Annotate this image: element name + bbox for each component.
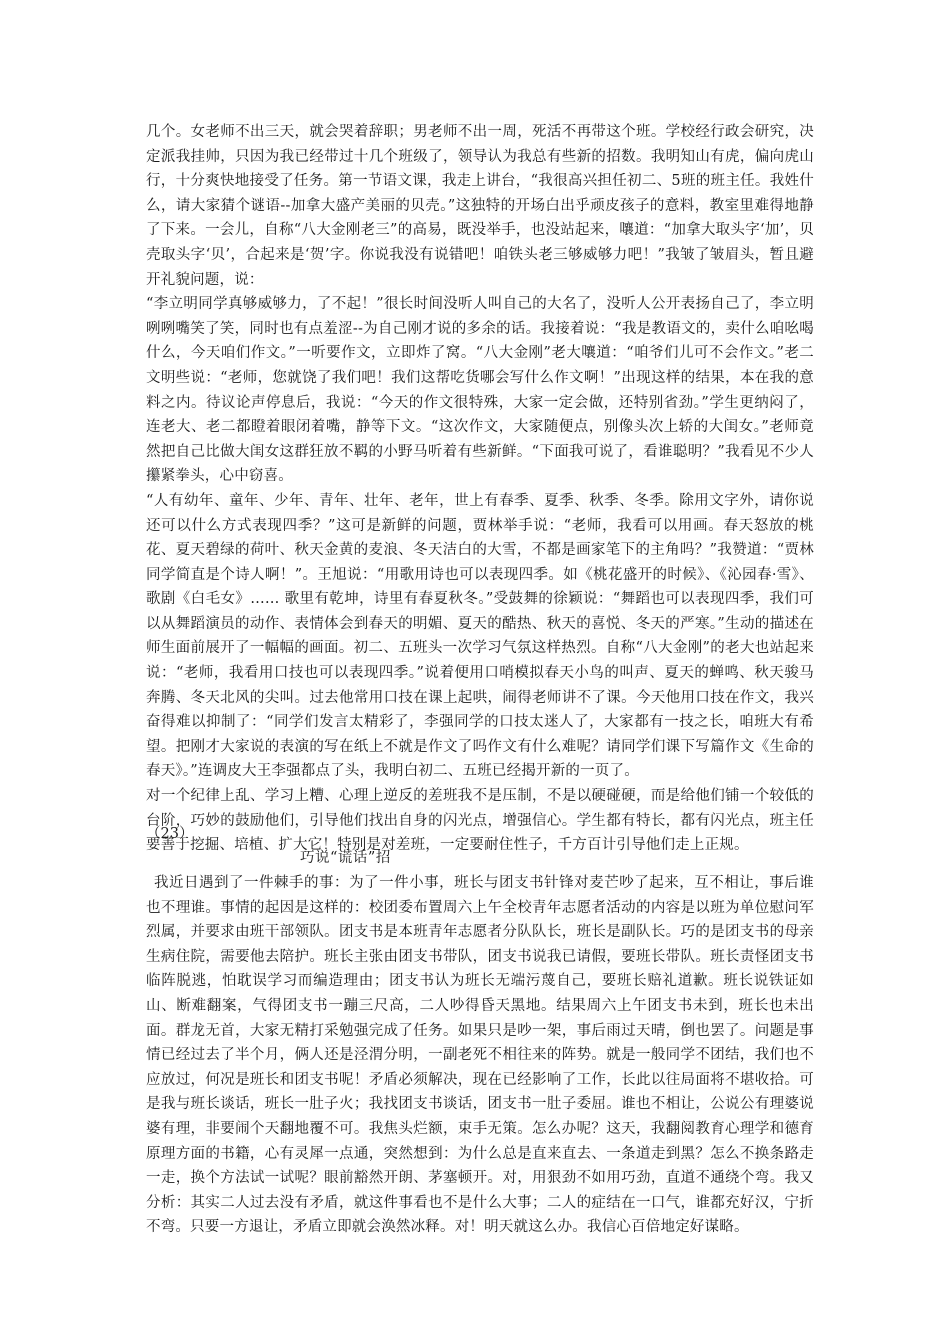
paragraph-conflict: 我近日遇到了一件棘手的事：为了一件小事，班长与团支书针锋对麦芒吵了起来，互不相让，事后谁也不理谁。事情的起因是这样的：校团委布置周六上午全校青年志愿者活动的内容是以班为单位慰问军烈属，并要求由班干部领队。团支书是本班青年志愿者分队队长，班长是副队长。巧的是团支书的母亲生病住院，需要他去陪护。班长主张由团支书带队，团支书说我已请假，要班长带队。班长责怪团支书临阵脱逃，怕耽误学习而编造理由；团支书认为班长无端污蔑自己，要班长赔礼道歉。班长说铁证如山、断难翻案，气得团支书一蹦三尺高，二人吵得昏天黑地。结果周六上午团支书未到，班长也未出面。群龙无首，大家无精打采勉强完成了任务。如果只是吵一架，事后雨过天晴，倒也罢了。问题是事情已经过去了半个月，俩人还是泾渭分明，一副老死不相往来的阵势。就是一般同学不团结，我们也不应放过，何况是班长和团支书呢！矛盾必须解决，现在已经影响了工作，长此以往局面将不堪收拾。可是我与班长谈话，班长一肚子火；我找团支书谈话，团支书一肚子委屈。谁也不相让，公说公有理婆说婆有理，非要闹个天翻地覆不可。我焦头烂额，束手无策。怎么办呢？这天，我翻阅教育心理学和德育原理方面的书籍，心有灵犀一点通，突然想到：为什么总是直来直去、一条道走到黑？怎么不换条路走一走，换个方法试一试呢？眼前豁然开朗、茅塞顿开。对，用狠劲不如用巧劲，直道不通绕个弯。我又分析：其实二人过去没有矛盾，就这件事看也不是什么大事；二人的症结在一口气，谁都充好汉，宁折不弯。只要一方退让，矛盾立即就会涣然冰释。对！明天就这么办。我信心百倍地定好谋略。 — [146, 875, 814, 1236]
paragraph-composition-announce: “李立明同学真够威够力，了不起！”很长时间没听人叫自己的大名了，没听人公开表扬自己了，李立明咧咧嘴笑了笑，同时也有点羞涩--为自己刚才说的多余的话。我接着说：“我是教语文的，卖什么咱吆喝什么，今天咱们作文。”一听要作文，立即炸了窝。“八大金刚”老大嚷道：“咱爷们儿可不会作文。”老二文明些说：“老师，您就饶了我们吧！我们这帮吃货哪会写什么作文啊！”出现这样的结果，本在我的意料之内。待议论声停息后，我说：“今天的作文很特殊，大家一定会做，还特别省劲。”学生更纳闷了，连老大、老二都瞪着眼闭着嘴，静等下文。“这次作文，大家随便点，别像头次上轿的大闺女。”老师竟然把自己比做大闺女这群狂放不羁的小野马听着有些新鲜。“下面我可说了，看谁聪明？”我看见不少人攥紧拳头，心中窃喜。 — [146, 296, 814, 485]
paragraph-riddle-intro: 几个。女老师不出三天，就会哭着辞职；男老师不出一周，死活不再带这个班。学校经行政会研究，决定派我挂帅，只因为我已经带过十几个班级了，领导认为我总有些新的招数。我明知山有虎，偏向虎山行，十分爽快地接受了任务。第一节语文课，我走上讲台，“我很高兴担任初二、5班的班主任。我姓什么，请大家猜个谜语--加拿大盛产美丽的贝壳。”这独特的开场白出乎顽皮孩子的意料，教室里难得地静了下来。一会儿，自称“八大金刚老三”的高易，既没举手，也没站起来，嚷道：“加拿大取头字‘加’，贝壳取头字‘贝’，合起来是‘贺’字。你说我没有说错吧！咱铁头老三够威够力吧！”我皱了皱眉头，暂且避开礼貌问题，说： — [146, 124, 814, 288]
article-title: 巧说“谎话”招 — [300, 850, 391, 866]
paragraph-four-seasons: “人有幼年、童年、少年、青年、壮年、老年，世上有春季、夏季、秋季、冬季。除用文字外，请你说还可以什么方式表现四季？”这可是新鲜的问题，贾林举手说：“老师，我看可以用画。春天怒放的桃花、夏天碧绿的荷叶、秋天金黄的麦浪、冬天洁白的大雪，不都是画家笔下的主角吗？”我赞道：“贾林同学简直是个诗人啊！”。王旭说：“用歌用诗也可以表现四季。如《桃花盛开的时候》、《沁园春·雪》、歌剧《白毛女》…… 歌里有乾坤，诗里有春夏秋冬。”受鼓舞的徐颖说：“舞蹈也可以表现四季，我们可以从舞蹈演员的动作、表情体会到春天的明媚、夏天的酷热、秋天的喜悦、冬天的严寒。”生动的描述在师生面前展开了一幅幅的画面。初二、五班头一次学习气氛这样热烈。自称“八大金刚”的老大也站起来说：“老师，我看用口技也可以表现四季。”说着便用口哨模拟春天小鸟的叫声、夏天的蝉鸣、秋天骏马奔腾、冬天北风的尖叫。过去他常用口技在课上起哄，闹得老师讲不了课。今天他用口技在作文，我兴奋得难以抑制了：“同学们发言太精彩了，李强同学的口技太迷人了，大家都有一技之长，咱班大有希望。把刚才大家说的表演的写在纸上不就是作文了吗作文有什么难呢？请同学们课下写篇作文《生命的春天》。”连调皮大王李强都点了头，我明白初二、五班已经揭开新的一页了。 — [146, 492, 814, 780]
paragraph-reflection: 对一个纪律上乱、学习上糟、心理上逆反的差班我不是压制，不是以硬碰硬，而是给他们铺一个较低的台阶，巧妙的鼓励他们，引导他们找出自身的闪光点，增强信心。学生都有特长，都有闪光点，班主任要善于挖掘、培植、扩大它！特别是对差班，一定要耐住性子，千方百计引导他们走上正规。 — [146, 788, 814, 854]
story-section-one — [146, 120, 814, 858]
story-section-two — [146, 871, 814, 1240]
section-number: （23） — [146, 826, 194, 842]
